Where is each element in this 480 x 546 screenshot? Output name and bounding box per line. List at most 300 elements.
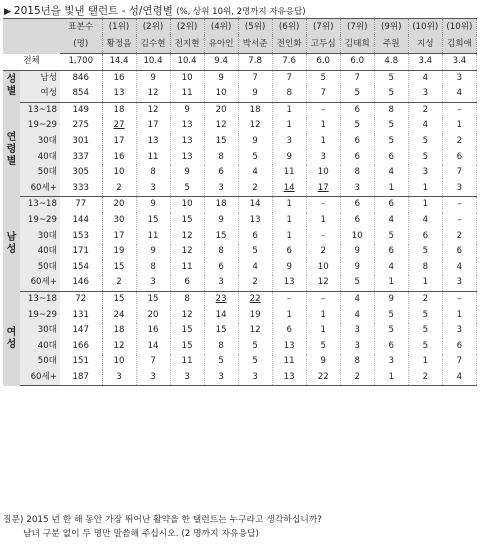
cell-value: 10 xyxy=(306,165,340,181)
cell-value: 6 xyxy=(442,339,476,355)
highlighted-value: 14 xyxy=(283,182,295,193)
row-label: 13~18 xyxy=(20,197,60,213)
row-label: 40대 xyxy=(20,339,60,355)
cell-value: 11 xyxy=(170,86,204,102)
table-row xyxy=(3,165,477,181)
cell-value: 8 xyxy=(170,291,204,307)
cell-value: – xyxy=(442,197,476,213)
cell-value: 7 xyxy=(442,165,476,181)
question-line-2: 남녀 구분 없이 두 명만 말씀해 주십시오. (2 명까지 자유응답) xyxy=(23,529,259,539)
cell-value: 13 xyxy=(102,86,136,102)
cell-value: 1 xyxy=(272,197,306,213)
cell-value: – xyxy=(442,102,476,118)
header-corner xyxy=(3,19,60,54)
cell-value: 7 xyxy=(238,70,272,86)
cell-value: 22 xyxy=(306,370,340,386)
cell-value: 4 xyxy=(442,370,476,386)
table-row xyxy=(3,339,477,355)
cell-value: 5 xyxy=(408,244,442,260)
cell-value: 6 xyxy=(340,134,374,150)
cell-value: 6 xyxy=(374,339,408,355)
cell-value: 3 xyxy=(272,134,306,150)
cell-value: 4 xyxy=(238,260,272,276)
cell-value: 12 xyxy=(170,308,204,324)
table-row xyxy=(3,244,477,260)
row-label: 40대 xyxy=(20,244,60,260)
cell-value: 5 xyxy=(340,86,374,102)
question-line-1: 질문) 2015 년 한 해 동안 가장 뛰어난 활약을 한 탤런트는 누구라고 생각하십니까? xyxy=(3,515,322,525)
cell-value: 9 xyxy=(238,86,272,102)
rank-header: (2위) xyxy=(136,19,170,36)
cell-value: 12 xyxy=(204,118,238,134)
cell-value: 3 xyxy=(204,370,238,386)
cell-value: 1 xyxy=(374,181,408,197)
cell-value: 10 xyxy=(340,229,374,245)
sample-unit-header: (명) xyxy=(60,35,102,54)
row-sample: 301 xyxy=(60,134,102,150)
row-sample: 305 xyxy=(60,165,102,181)
cell-value: 13 xyxy=(170,134,204,150)
cell-value: 2 xyxy=(238,275,272,291)
cell-value: 8 xyxy=(272,86,306,102)
cell-value: 17 xyxy=(102,229,136,245)
cell-value: 14 xyxy=(238,197,272,213)
cell-value: 6 xyxy=(374,197,408,213)
cell-value xyxy=(102,118,136,134)
cell-value: 5 xyxy=(238,244,272,260)
cell-value: 17 xyxy=(136,118,170,134)
row-label: 60세+ xyxy=(20,370,60,386)
table-row xyxy=(3,275,477,291)
row-sample: 72 xyxy=(60,291,102,307)
cell-value: 5 xyxy=(374,70,408,86)
cell-value: 2 xyxy=(442,134,476,150)
table-row xyxy=(3,354,477,370)
cell-value: 9 xyxy=(170,102,204,118)
cell-value: 1 xyxy=(442,308,476,324)
cell-value: 6 xyxy=(340,102,374,118)
total-value: 14.4 xyxy=(102,54,136,71)
cell-value: 5 xyxy=(374,86,408,102)
cell-value: 15 xyxy=(102,291,136,307)
cell-value: 5 xyxy=(408,323,442,339)
cell-value xyxy=(272,181,306,197)
cell-value xyxy=(238,291,272,307)
cell-value: 1 xyxy=(272,213,306,229)
cell-value: 13 xyxy=(238,213,272,229)
triangle-marker-icon: ▶ xyxy=(4,7,11,17)
cell-value: 2 xyxy=(408,291,442,307)
cell-value: 2 xyxy=(306,244,340,260)
cell-value: 16 xyxy=(136,323,170,339)
cell-value xyxy=(306,181,340,197)
cell-value: 12 xyxy=(102,339,136,355)
table-row xyxy=(3,308,477,324)
cell-value: 4 xyxy=(442,260,476,276)
row-sample: 77 xyxy=(60,197,102,213)
cell-value: 5 xyxy=(170,181,204,197)
cell-value: 6 xyxy=(442,244,476,260)
celebrity-header: 김수현 xyxy=(136,35,170,54)
row-sample: 131 xyxy=(60,308,102,324)
table-row xyxy=(3,370,477,386)
cell-value: 3 xyxy=(374,354,408,370)
rank-header: (7위) xyxy=(306,19,340,36)
cell-value: 1 xyxy=(374,275,408,291)
cell-value: 2 xyxy=(408,102,442,118)
cell-value: 1 xyxy=(306,134,340,150)
cell-value: 12 xyxy=(238,323,272,339)
cell-value: 1 xyxy=(306,323,340,339)
cell-value: – xyxy=(306,291,340,307)
cell-value: 3 xyxy=(340,339,374,355)
cell-value: 15 xyxy=(204,229,238,245)
cell-value: 18 xyxy=(102,102,136,118)
cell-value: 3 xyxy=(442,181,476,197)
table-row xyxy=(3,260,477,276)
cell-value: 7 xyxy=(306,86,340,102)
cell-value: 10 xyxy=(170,70,204,86)
cell-value: 15 xyxy=(204,134,238,150)
cell-value: 13 xyxy=(272,339,306,355)
row-sample: 149 xyxy=(60,102,102,118)
cell-value: 3 xyxy=(442,323,476,339)
row-label: 30대 xyxy=(20,134,60,150)
cell-value: 12 xyxy=(136,102,170,118)
celebrity-header: 김태희 xyxy=(340,35,374,54)
cell-value: 9 xyxy=(170,165,204,181)
cell-value: – xyxy=(306,197,340,213)
cell-value: – xyxy=(306,102,340,118)
cell-value: 7 xyxy=(442,354,476,370)
cell-value: 7 xyxy=(136,354,170,370)
cell-value: 24 xyxy=(102,308,136,324)
celebrity-header: 전인화 xyxy=(272,35,306,54)
cell-value: 4 xyxy=(374,165,408,181)
highlighted-value: 17 xyxy=(317,182,329,193)
cell-value: 9 xyxy=(136,197,170,213)
cell-value: 11 xyxy=(272,354,306,370)
rank-header: (2위) xyxy=(170,19,204,36)
cell-value: 13 xyxy=(272,370,306,386)
cell-value: 8 xyxy=(374,102,408,118)
total-value: 7.6 xyxy=(272,54,306,71)
total-value: 10.4 xyxy=(170,54,204,71)
cell-value: 13 xyxy=(272,275,306,291)
cell-value: 9 xyxy=(272,260,306,276)
cell-value: 3 xyxy=(136,275,170,291)
cell-value: 12 xyxy=(170,244,204,260)
cell-value: 20 xyxy=(136,308,170,324)
cell-value: 12 xyxy=(136,86,170,102)
cell-value: 17 xyxy=(102,134,136,150)
cell-value: 4 xyxy=(340,291,374,307)
cell-value: 3 xyxy=(442,275,476,291)
cell-value: 10 xyxy=(204,86,238,102)
cell-value: 4 xyxy=(340,308,374,324)
rank-header: (5위) xyxy=(238,19,272,36)
total-value: 3.4 xyxy=(408,54,442,71)
row-label: 여성 xyxy=(20,86,60,102)
cell-value: 5 xyxy=(408,150,442,166)
cell-value: 8 xyxy=(340,354,374,370)
cell-value: 1 xyxy=(408,354,442,370)
table-row xyxy=(3,323,477,339)
row-sample: 144 xyxy=(60,213,102,229)
celebrity-header: 황정음 xyxy=(102,35,136,54)
cell-value: 2 xyxy=(102,181,136,197)
total-value: 10.4 xyxy=(136,54,170,71)
row-sample: 337 xyxy=(60,150,102,166)
table-row xyxy=(3,118,477,134)
survey-table xyxy=(3,18,477,386)
cell-value: 18 xyxy=(102,323,136,339)
row-sample: 154 xyxy=(60,260,102,276)
cell-value: 6 xyxy=(340,213,374,229)
row-label: 50대 xyxy=(20,165,60,181)
cell-value: 9 xyxy=(204,213,238,229)
cell-value: 4 xyxy=(408,118,442,134)
row-sample: 147 xyxy=(60,323,102,339)
row-label: 19~29 xyxy=(20,213,60,229)
cell-value: 9 xyxy=(238,134,272,150)
question-footnote xyxy=(3,513,322,541)
row-label: 13~18 xyxy=(20,102,60,118)
rank-header: (10위) xyxy=(408,19,442,36)
rank-header: (7위) xyxy=(340,19,374,36)
cell-value: 5 xyxy=(374,308,408,324)
cell-value: 8 xyxy=(340,165,374,181)
row-label: 30대 xyxy=(20,323,60,339)
cell-value: 5 xyxy=(238,339,272,355)
group-label: 연령별 xyxy=(3,102,20,197)
cell-value: 1 xyxy=(374,370,408,386)
cell-value: 8 xyxy=(408,260,442,276)
group-label: 성별 xyxy=(3,70,20,102)
rank-header: (1위) xyxy=(102,19,136,36)
cell-value: 4 xyxy=(374,213,408,229)
row-sample: 275 xyxy=(60,118,102,134)
cell-value: 11 xyxy=(170,354,204,370)
celebrity-header: 주원 xyxy=(374,35,408,54)
cell-value: – xyxy=(442,213,476,229)
cell-value: 3 xyxy=(136,181,170,197)
cell-value: 16 xyxy=(102,150,136,166)
cell-value: 11 xyxy=(272,165,306,181)
cell-value: 10 xyxy=(306,260,340,276)
group-label: 여성 xyxy=(3,291,20,386)
cell-value: 3 xyxy=(136,370,170,386)
cell-value: – xyxy=(272,291,306,307)
row-label: 남성 xyxy=(20,70,60,86)
celebrity-header: 유아인 xyxy=(204,35,238,54)
cell-value: 19 xyxy=(102,244,136,260)
cell-value: 5 xyxy=(204,354,238,370)
cell-value: 8 xyxy=(204,339,238,355)
table-row xyxy=(3,213,477,229)
cell-value: 5 xyxy=(306,70,340,86)
cell-value: 15 xyxy=(136,291,170,307)
table-row xyxy=(3,181,477,197)
cell-value: 1 xyxy=(272,229,306,245)
cell-value: 6 xyxy=(340,197,374,213)
cell-value: 6 xyxy=(204,260,238,276)
row-label: 30대 xyxy=(20,229,60,245)
cell-value: 20 xyxy=(102,197,136,213)
row-sample: 151 xyxy=(60,354,102,370)
row-sample: 146 xyxy=(60,275,102,291)
cell-value: 11 xyxy=(136,229,170,245)
cell-value: 15 xyxy=(170,339,204,355)
cell-value: 2 xyxy=(238,181,272,197)
cell-value: 5 xyxy=(306,339,340,355)
cell-value: 7 xyxy=(272,70,306,86)
table-row xyxy=(3,197,477,213)
cell-value: 1 xyxy=(442,118,476,134)
highlighted-value: 27 xyxy=(113,120,125,131)
cell-value: 8 xyxy=(136,260,170,276)
table-row xyxy=(3,86,477,102)
row-sample: 171 xyxy=(60,244,102,260)
cell-value: 3 xyxy=(170,370,204,386)
cell-value: 14 xyxy=(204,308,238,324)
cell-value: 11 xyxy=(170,260,204,276)
total-value: 3.4 xyxy=(442,54,476,71)
cell-value: 6 xyxy=(170,275,204,291)
total-row xyxy=(3,54,477,71)
cell-value: 16 xyxy=(102,70,136,86)
celebrity-header: 고두심 xyxy=(306,35,340,54)
row-sample: 846 xyxy=(60,70,102,86)
cell-value: 12 xyxy=(306,275,340,291)
cell-value: 10 xyxy=(102,354,136,370)
cell-value: 7 xyxy=(340,70,374,86)
cell-value: 9 xyxy=(136,70,170,86)
cell-value: 12 xyxy=(170,229,204,245)
cell-value: 5 xyxy=(374,323,408,339)
cell-value: 13 xyxy=(136,134,170,150)
row-sample: 333 xyxy=(60,181,102,197)
celebrity-header: 전지현 xyxy=(170,35,204,54)
row-label: 19~29 xyxy=(20,118,60,134)
cell-value: 1 xyxy=(408,275,442,291)
row-sample: 153 xyxy=(60,229,102,245)
cell-value: 20 xyxy=(204,102,238,118)
cell-value: 8 xyxy=(136,165,170,181)
cell-value: 30 xyxy=(102,213,136,229)
cell-value: 11 xyxy=(136,150,170,166)
cell-value: 9 xyxy=(204,70,238,86)
report-title xyxy=(4,3,306,18)
cell-value: 4 xyxy=(238,165,272,181)
highlighted-value: 23 xyxy=(215,293,227,304)
row-label: 40대 xyxy=(20,150,60,166)
row-label: 13~18 xyxy=(20,291,60,307)
cell-value: 6 xyxy=(238,229,272,245)
cell-value: 2 xyxy=(408,370,442,386)
cell-value: 5 xyxy=(408,339,442,355)
cell-value: 5 xyxy=(408,308,442,324)
rank-header: (10위) xyxy=(442,19,476,36)
table-row xyxy=(3,70,477,86)
cell-value: 9 xyxy=(272,150,306,166)
cell-value: 6 xyxy=(272,244,306,260)
cell-value: 1 xyxy=(306,308,340,324)
cell-value: 15 xyxy=(170,213,204,229)
cell-value: 3 xyxy=(340,181,374,197)
cell-value: 2 xyxy=(102,275,136,291)
cell-value: 15 xyxy=(102,260,136,276)
cell-value: 3 xyxy=(408,165,442,181)
cell-value: 6 xyxy=(408,229,442,245)
cell-value: 4 xyxy=(408,70,442,86)
cell-value: 2 xyxy=(442,229,476,245)
cell-value: 4 xyxy=(408,213,442,229)
cell-value: – xyxy=(442,291,476,307)
cell-value: 5 xyxy=(340,118,374,134)
cell-value: 9 xyxy=(374,291,408,307)
cell-value: 15 xyxy=(136,213,170,229)
cell-value: 13 xyxy=(170,118,204,134)
row-label: 50대 xyxy=(20,354,60,370)
cell-value: 6 xyxy=(272,323,306,339)
cell-value: 9 xyxy=(340,260,374,276)
table-row xyxy=(3,150,477,166)
total-value: 6.0 xyxy=(340,54,374,71)
celebrity-header: 지성 xyxy=(408,35,442,54)
table-row xyxy=(3,291,477,307)
total-value: 6.0 xyxy=(306,54,340,71)
cell-value: 3 xyxy=(102,370,136,386)
cell-value: 3 xyxy=(442,70,476,86)
rank-header: (9위) xyxy=(374,19,408,36)
cell-value: 3 xyxy=(204,181,238,197)
cell-value: 9 xyxy=(136,244,170,260)
cell-value: 3 xyxy=(408,86,442,102)
cell-value: 5 xyxy=(238,150,272,166)
row-label: 19~29 xyxy=(20,308,60,324)
cell-value: 1 xyxy=(272,118,306,134)
cell-value: 5 xyxy=(374,134,408,150)
highlighted-value: 22 xyxy=(249,293,261,304)
cell-value: 4 xyxy=(442,86,476,102)
total-sample: 1,700 xyxy=(60,54,102,71)
cell-value: 3 xyxy=(340,323,374,339)
cell-value: 15 xyxy=(204,323,238,339)
cell-value: 5 xyxy=(374,229,408,245)
cell-value: 1 xyxy=(272,102,306,118)
table-row xyxy=(3,134,477,150)
group-label: 남성 xyxy=(3,197,20,292)
row-label: 60세+ xyxy=(20,181,60,197)
cell-value: 4 xyxy=(374,260,408,276)
row-sample: 166 xyxy=(60,339,102,355)
total-value: 9.4 xyxy=(204,54,238,71)
cell-value: 15 xyxy=(170,323,204,339)
cell-value: 6 xyxy=(374,150,408,166)
cell-value xyxy=(204,291,238,307)
total-value: 4.8 xyxy=(374,54,408,71)
celebrity-header: 박서준 xyxy=(238,35,272,54)
table-row xyxy=(3,102,477,118)
cell-value: 19 xyxy=(238,308,272,324)
cell-value: 14 xyxy=(136,339,170,355)
row-sample: 187 xyxy=(60,370,102,386)
cell-value: 18 xyxy=(238,102,272,118)
total-value: 7.8 xyxy=(238,54,272,71)
cell-value: 8 xyxy=(204,150,238,166)
cell-value: 13 xyxy=(170,150,204,166)
